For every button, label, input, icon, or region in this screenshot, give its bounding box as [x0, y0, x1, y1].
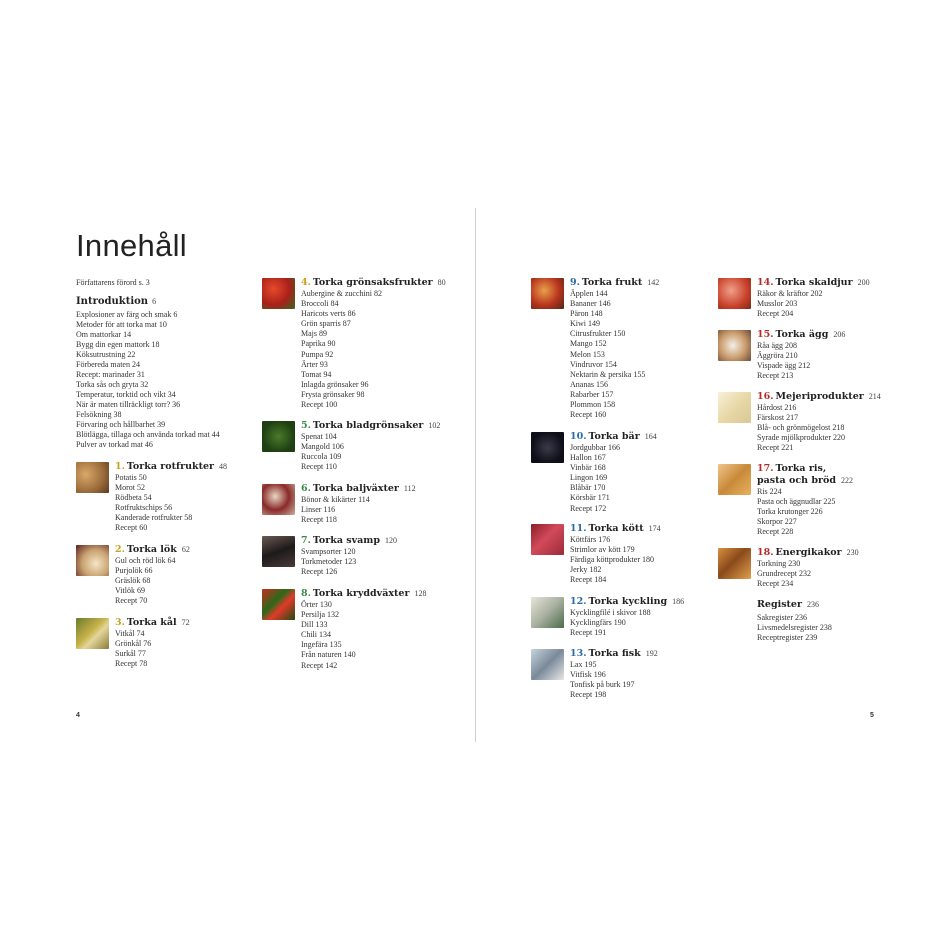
- section-body: [570, 431, 657, 514]
- section-items: [115, 473, 227, 534]
- intro-list: [76, 310, 220, 450]
- intro-item[interactable]: Metoder för att torka mat 10: [76, 320, 167, 329]
- leaf-icon: [262, 421, 295, 452]
- section-item[interactable]: Mango 152: [570, 339, 607, 349]
- toc-section: [262, 277, 446, 410]
- section-body: [301, 277, 446, 410]
- section-title: Torka grönsaksfrukter: [312, 277, 433, 288]
- section-item[interactable]: Jerky 182: [570, 565, 602, 575]
- chicken-icon: [531, 597, 564, 628]
- section-item[interactable]: Ärter 93: [301, 359, 328, 369]
- section-item[interactable]: Recept 172: [570, 503, 607, 513]
- section-item[interactable]: Vinbär 168: [570, 463, 606, 473]
- section-item[interactable]: Hallon 167: [570, 453, 606, 463]
- section-items: [570, 608, 684, 638]
- section-item[interactable]: Skorpor 227: [757, 517, 797, 527]
- section-item[interactable]: Hårdost 216: [757, 403, 797, 412]
- page-number-left: 4: [76, 712, 80, 719]
- section-title: Torka lök: [126, 544, 177, 555]
- section-title: Torka frukt: [581, 277, 643, 288]
- section-page: 72: [181, 618, 190, 627]
- section-number: 10.: [570, 431, 587, 442]
- section-title: Torka kött: [588, 523, 644, 534]
- section-number: 17.: [757, 463, 774, 474]
- toc-section: [531, 277, 659, 420]
- section-title: Energikakor: [775, 547, 842, 558]
- section-item[interactable]: Köttfärs 176: [570, 535, 611, 544]
- section-page: 214: [868, 392, 881, 401]
- section-items: [570, 289, 659, 420]
- section-number: 5.: [301, 420, 311, 431]
- section-item[interactable]: Haricots verts 86: [301, 309, 356, 319]
- egg-icon: [718, 330, 751, 361]
- section-heading[interactable]: [115, 544, 190, 556]
- section-item[interactable]: Lingon 169: [570, 473, 608, 483]
- section-item[interactable]: Recept 228: [757, 527, 794, 537]
- section-item[interactable]: Lax 195: [570, 660, 597, 669]
- section-items: [757, 403, 881, 453]
- section-number: 13.: [570, 648, 587, 659]
- section-item[interactable]: Torka krutonger 226: [757, 507, 823, 517]
- toc-section: [76, 544, 190, 606]
- section-page: 142: [647, 278, 660, 287]
- section-items: [301, 600, 426, 671]
- section-item[interactable]: Recept 234: [757, 579, 794, 589]
- toc-section: [262, 535, 397, 577]
- section-item[interactable]: Majs 89: [301, 329, 327, 339]
- toc-section: [531, 648, 658, 700]
- section-item[interactable]: Bönor & kikärter 114: [301, 495, 370, 504]
- toc-section: [531, 431, 657, 514]
- toc-section: [262, 420, 440, 472]
- section-item[interactable]: Äpplen 144: [570, 289, 608, 298]
- section-item[interactable]: Vitlök 69: [115, 586, 145, 596]
- beans-icon: [262, 484, 295, 515]
- section-item[interactable]: Broccoli 84: [301, 299, 339, 309]
- section-item[interactable]: Strimlor av kött 179: [570, 545, 635, 555]
- section-items: [301, 289, 446, 410]
- section-title-line2: pasta och bröd: [757, 475, 836, 486]
- section-body: [115, 461, 227, 534]
- section-heading[interactable]: [757, 329, 845, 341]
- section-number: 11.: [570, 523, 587, 534]
- section-item[interactable]: Kycklingfärs 190: [570, 618, 626, 628]
- section-title: Torka kryddväxter: [312, 588, 410, 599]
- toc-section: [718, 391, 881, 453]
- section-heading[interactable]: [301, 420, 440, 432]
- fish-icon: [531, 649, 564, 680]
- section-item[interactable]: Grundrecept 232: [757, 569, 811, 579]
- section-item[interactable]: Linser 116: [301, 505, 336, 515]
- section-page: 112: [403, 484, 416, 493]
- section-items: [115, 556, 190, 606]
- section-item[interactable]: Svampsorter 120: [301, 547, 356, 556]
- section-title: Torka skaldjur: [775, 277, 853, 288]
- section-item[interactable]: Recept 213: [757, 371, 794, 381]
- section-item[interactable]: Recept 191: [570, 628, 607, 638]
- toc-section: [531, 523, 661, 585]
- intro-item[interactable]: Köksutrustning 22: [76, 350, 136, 359]
- section-items: [570, 535, 661, 585]
- section-body: [301, 535, 397, 577]
- section-item[interactable]: Från naturen 140: [301, 650, 356, 660]
- intro-item[interactable]: Förbereda maten 24: [76, 360, 140, 369]
- section-heading[interactable]: [757, 547, 859, 559]
- section-item[interactable]: Syrade mjölkprodukter 220: [757, 433, 845, 443]
- section-number: 14.: [757, 277, 774, 288]
- section-item[interactable]: Plommon 158: [570, 400, 616, 410]
- register-title: Register: [757, 599, 802, 610]
- section-number: 6.: [301, 483, 311, 494]
- section-number: 8.: [301, 588, 311, 599]
- section-item[interactable]: Frysta grönsaker 98: [301, 389, 365, 399]
- section-body: [570, 648, 658, 700]
- intro-item[interactable]: Felsökning 38: [76, 410, 122, 419]
- section-item[interactable]: Vindruvor 154: [570, 359, 617, 369]
- section-item[interactable]: Nektarin & persika 155: [570, 369, 646, 379]
- section-title: Torka rotfrukter: [126, 461, 215, 472]
- section-number: 2.: [115, 544, 125, 555]
- section-item[interactable]: Pasta och äggnudlar 225: [757, 497, 836, 507]
- section-item[interactable]: Recept 118: [301, 515, 337, 525]
- intro-heading-label: Introduktion: [76, 296, 149, 307]
- section-number: 16.: [757, 391, 774, 402]
- section-body: [757, 277, 870, 319]
- section-item[interactable]: Torkning 230: [757, 559, 801, 568]
- toc-section: [76, 461, 227, 534]
- section-items: [570, 660, 658, 700]
- section-heading[interactable]: [301, 483, 416, 495]
- section-title: Torka bladgrönsaker: [312, 420, 424, 431]
- section-title: Torka ris,: [775, 463, 827, 474]
- section-item[interactable]: Vispade ägg 212: [757, 361, 811, 371]
- section-item[interactable]: Recept 160: [570, 410, 607, 420]
- section-item[interactable]: Recept 110: [301, 462, 337, 472]
- section-number: 3.: [115, 617, 125, 628]
- section-page: 192: [645, 649, 658, 658]
- section-title: Torka fisk: [588, 648, 641, 659]
- intro-item[interactable]: Torka sås och gryta 32: [76, 380, 149, 389]
- page-title: Innehåll: [76, 228, 187, 263]
- section-item[interactable]: Gräslök 68: [115, 576, 151, 586]
- register-heading[interactable]: [757, 599, 832, 611]
- section-item[interactable]: Recept 60: [115, 523, 148, 533]
- section-items: [757, 341, 845, 381]
- toc-section: [718, 329, 845, 381]
- section-heading[interactable]: [115, 461, 227, 473]
- section-heading[interactable]: [301, 277, 446, 289]
- section-item[interactable]: Räkor & kräftor 202: [757, 289, 823, 298]
- section-item[interactable]: Recept 78: [115, 659, 148, 669]
- section-item[interactable]: Råa ägg 208: [757, 341, 797, 350]
- section-page: 128: [414, 589, 427, 598]
- toc-section: [262, 588, 426, 671]
- section-item[interactable]: Körsbär 171: [570, 493, 610, 503]
- toc-section: [531, 596, 684, 638]
- section-body: [301, 483, 416, 525]
- register-item[interactable]: Livsmedelsregister 238: [757, 623, 832, 633]
- section-page: 80: [437, 278, 446, 287]
- toc-section: [718, 277, 870, 319]
- intro-item[interactable]: Om mattorkar 14: [76, 330, 132, 339]
- section-item[interactable]: Rotfruktschips 56: [115, 503, 173, 513]
- intro-item[interactable]: Bygg din egen mattork 18: [76, 340, 160, 349]
- section-number: 15.: [757, 329, 774, 340]
- section-heading[interactable]: [570, 277, 659, 289]
- register-body: [757, 599, 832, 643]
- toc-section: [76, 617, 190, 669]
- mushroom-icon: [262, 536, 295, 567]
- section-item[interactable]: Aubergine & zucchini 82: [301, 289, 382, 298]
- section-number: 18.: [757, 547, 774, 558]
- section-number: 9.: [570, 277, 580, 288]
- section-item[interactable]: Färdiga köttprodukter 180: [570, 555, 654, 565]
- section-page: 200: [857, 278, 870, 287]
- section-page: 48: [219, 462, 228, 471]
- section-item[interactable]: Päron 148: [570, 309, 603, 319]
- intro-item[interactable]: Förvaring och hållbarhet 39: [76, 420, 166, 429]
- section-item[interactable]: Purjolök 66: [115, 566, 153, 576]
- section-item[interactable]: Tomat 94: [301, 369, 332, 379]
- section-item[interactable]: Ris 224: [757, 487, 782, 496]
- section-body: [757, 329, 845, 381]
- section-heading[interactable]: [757, 463, 853, 475]
- section-items: [570, 443, 657, 514]
- section-title: Torka ägg: [775, 329, 829, 340]
- cabbage-icon: [76, 618, 109, 649]
- tomato-icon: [262, 278, 295, 309]
- section-number: 12.: [570, 596, 587, 607]
- section-page: 120: [385, 536, 398, 545]
- intro-item[interactable]: Explosioner av färg och smak 6: [76, 310, 178, 319]
- section-title: Torka baljväxter: [312, 483, 399, 494]
- intro-item[interactable]: Temperatur, torktid och vikt 34: [76, 390, 176, 399]
- section-items: [757, 559, 859, 589]
- berry-icon: [531, 432, 564, 463]
- section-page: 62: [181, 545, 190, 554]
- section-item[interactable]: Äggröra 210: [757, 351, 798, 361]
- section-number: 7.: [301, 535, 311, 546]
- section-items: [301, 547, 397, 577]
- section-item[interactable]: Melon 153: [570, 349, 605, 359]
- potato-icon: [76, 462, 109, 493]
- section-item[interactable]: Potatis 50: [115, 473, 147, 482]
- section-item[interactable]: Tonfisk på burk 197: [570, 680, 635, 690]
- section-heading[interactable]: [115, 617, 190, 629]
- section-title: Torka kyckling: [588, 596, 668, 607]
- section-body: [570, 277, 659, 420]
- fruit-icon: [531, 278, 564, 309]
- intro-page: 6: [152, 297, 157, 306]
- section-item[interactable]: Spenat 104: [301, 432, 337, 441]
- section-item[interactable]: Kanderade rotfrukter 58: [115, 513, 193, 523]
- spine-divider: [475, 208, 476, 742]
- intro-heading[interactable]: [76, 296, 220, 307]
- section-heading[interactable]: [757, 391, 881, 403]
- register-section: [718, 599, 832, 643]
- section-item[interactable]: Blå- och grönmögelost 218: [757, 423, 845, 433]
- dairy-icon: [718, 392, 751, 423]
- section-item[interactable]: Recept 142: [301, 660, 338, 670]
- section-item[interactable]: Grön sparris 87: [301, 319, 351, 329]
- section-page: 186: [672, 597, 685, 606]
- section-body: [115, 544, 190, 606]
- section-item[interactable]: Örter 130: [301, 600, 332, 609]
- section-item[interactable]: Recept 198: [570, 690, 607, 700]
- section-page: 222: [840, 476, 853, 485]
- section-page: 174: [648, 524, 661, 533]
- section-page: 206: [833, 330, 846, 339]
- pasta-icon: [718, 464, 751, 495]
- section-item[interactable]: Ruccola 109: [301, 452, 342, 462]
- section-item[interactable]: Vitfisk 196: [570, 670, 606, 680]
- toc-section: [718, 463, 853, 537]
- section-number: 4.: [301, 277, 311, 288]
- section-item[interactable]: Surkål 77: [115, 649, 146, 659]
- section-item[interactable]: Rödbeta 54: [115, 493, 152, 503]
- section-heading[interactable]: [570, 648, 658, 660]
- section-item[interactable]: Grönkål 76: [115, 639, 152, 649]
- intro-item[interactable]: Pulver av torkad mat 46: [76, 440, 153, 449]
- section-heading-line2[interactable]: [757, 475, 853, 487]
- section-body: [301, 420, 440, 472]
- section-heading[interactable]: [570, 523, 661, 535]
- register-item[interactable]: Receptregister 239: [757, 633, 818, 643]
- section-body: [570, 596, 684, 638]
- page-number-right: 5: [870, 712, 874, 719]
- energy-bar-icon: [718, 548, 751, 579]
- section-page: 102: [428, 421, 441, 430]
- section-title: Mejeriprodukter: [775, 391, 864, 402]
- section-item[interactable]: Inlagda grönsaker 96: [301, 379, 369, 389]
- onion-icon: [76, 545, 109, 576]
- section-item[interactable]: Recept 221: [757, 443, 794, 453]
- intro-column: [76, 278, 220, 450]
- section-item[interactable]: Rabarber 157: [570, 389, 614, 399]
- section-body: [115, 617, 190, 669]
- section-item[interactable]: Pumpa 92: [301, 349, 334, 359]
- section-title: Torka kål: [126, 617, 177, 628]
- section-item[interactable]: Blåbär 170: [570, 483, 606, 493]
- section-body: [570, 523, 661, 585]
- section-body: [301, 588, 426, 671]
- section-item[interactable]: Dill 133: [301, 620, 328, 630]
- section-item[interactable]: Kiwi 149: [570, 319, 600, 329]
- section-item[interactable]: Persilja 132: [301, 610, 339, 620]
- section-item[interactable]: Recept 204: [757, 309, 794, 319]
- section-item[interactable]: Recept 126: [301, 567, 338, 577]
- section-items: [301, 495, 416, 525]
- section-item[interactable]: Mangold 106: [301, 442, 344, 452]
- section-items: [757, 487, 853, 537]
- section-item[interactable]: Chili 134: [301, 630, 332, 640]
- register-items: [757, 613, 832, 643]
- section-heading[interactable]: [301, 588, 426, 600]
- section-page: 230: [846, 548, 859, 557]
- section-item[interactable]: Citrusfrukter 150: [570, 329, 626, 339]
- preface-entry[interactable]: Författarens förord s. 3: [76, 278, 150, 287]
- section-item[interactable]: Recept 184: [570, 575, 607, 585]
- section-item[interactable]: Gul och röd lök 64: [115, 556, 176, 565]
- shellfish-icon: [718, 278, 751, 309]
- section-item[interactable]: Färskost 217: [757, 413, 799, 423]
- section-items: [757, 289, 870, 319]
- section-page: 164: [644, 432, 657, 441]
- section-item[interactable]: Torkmetoder 123: [301, 557, 357, 567]
- section-items: [301, 432, 440, 472]
- section-item[interactable]: Paprika 90: [301, 339, 336, 349]
- meat-icon: [531, 524, 564, 555]
- pepper-icon: [262, 589, 295, 620]
- register-item[interactable]: Sakregister 236: [757, 613, 807, 622]
- section-heading[interactable]: [570, 431, 657, 443]
- intro-item[interactable]: Blötlägga, tillaga och använda torkad mat 44: [76, 430, 220, 439]
- section-item[interactable]: Recept 100: [301, 400, 338, 410]
- section-item[interactable]: Morot 52: [115, 483, 145, 493]
- section-item[interactable]: Bananer 146: [570, 299, 611, 309]
- section-title: Torka svamp: [312, 535, 381, 546]
- section-heading[interactable]: [570, 596, 684, 608]
- toc-section: [262, 483, 416, 525]
- section-body: [757, 547, 859, 589]
- section-body: [757, 463, 853, 537]
- section-body: [757, 391, 881, 453]
- section-number: 1.: [115, 461, 125, 472]
- toc-section: [718, 547, 859, 589]
- section-heading[interactable]: [301, 535, 397, 547]
- section-item[interactable]: Kycklingfilé i skivor 188: [570, 608, 651, 617]
- intro-item[interactable]: När är maten tillräckligt torr? 36: [76, 400, 181, 409]
- section-title: Torka bär: [588, 431, 640, 442]
- register-page: 236: [806, 600, 819, 609]
- section-item[interactable]: Ingefära 135: [301, 640, 342, 650]
- section-items: [115, 629, 190, 669]
- section-item[interactable]: Ananas 156: [570, 379, 608, 389]
- section-item[interactable]: Vitkål 74: [115, 629, 145, 638]
- section-heading[interactable]: [757, 277, 870, 289]
- intro-item[interactable]: Recept: marinader 31: [76, 370, 145, 379]
- section-item[interactable]: Recept 70: [115, 596, 148, 606]
- section-item[interactable]: Jordgubbar 166: [570, 443, 620, 452]
- section-item[interactable]: Musslor 203: [757, 299, 798, 309]
